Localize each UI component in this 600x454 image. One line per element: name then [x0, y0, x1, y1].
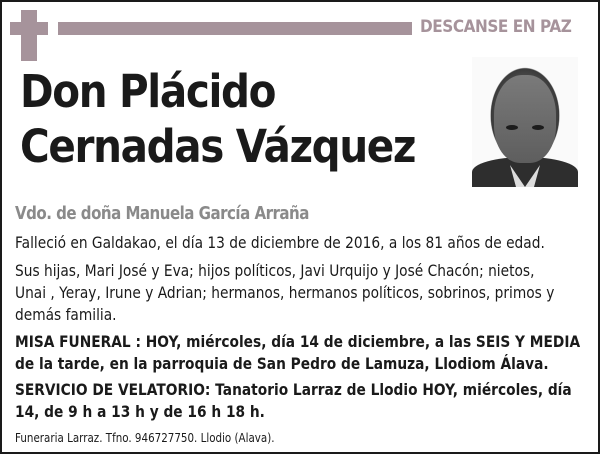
- portrait-photo: [472, 57, 578, 187]
- cross-icon-arm: [10, 22, 48, 35]
- tagline: DESCANSE EN PAZ: [420, 17, 572, 37]
- name-line-1: Don Plácido: [20, 65, 276, 118]
- photo-face: [494, 75, 556, 163]
- family-line: Unai , Yeray, Irune y Adrian; hermanos, hermanos políticos, sobrinos, primos y: [15, 283, 555, 302]
- death-info: Falleció en Galdakao, el día 13 de diciembre de 2016, a los 81 años de edad.: [15, 233, 545, 252]
- wake-line: SERVICIO DE VELATORIO: Tanatorio Larraz de Llodio HOY, miércoles, día: [15, 380, 572, 399]
- photo-eye: [506, 125, 518, 130]
- funeral-mass: [15, 331, 581, 375]
- cross-icon: [21, 10, 37, 61]
- family-line: demás familia.: [15, 305, 117, 324]
- funeral-line: MISA FUNERAL : HOY, miércoles, día 14 de diciembre, a las SEIS Y MEDIA: [15, 332, 581, 351]
- name-line-2: Cernadas Vázquez: [20, 120, 416, 173]
- wake-line: 14, de 9 h a 13 h y de 16 h 18 h.: [15, 402, 265, 421]
- wake-service: [15, 379, 572, 423]
- header-bar: [58, 22, 412, 35]
- funeral-line: de la tarde, en la parroquia de San Pedro de Lamuza, Llodiom Álava.: [15, 354, 549, 373]
- deceased-name: [20, 64, 415, 174]
- family-paragraph: [15, 260, 555, 326]
- family-line: Sus hijas, Mari José y Eva; hijos políticos, Javi Urquijo y José Chacón; nietos,: [15, 261, 535, 280]
- photo-eye: [532, 125, 544, 130]
- widower-of: Vdo. de doña Manuela García Arraña: [15, 204, 309, 224]
- funeral-home: Funeraria Larraz. Tfno. 946727750. Llodio (Alava).: [15, 431, 275, 445]
